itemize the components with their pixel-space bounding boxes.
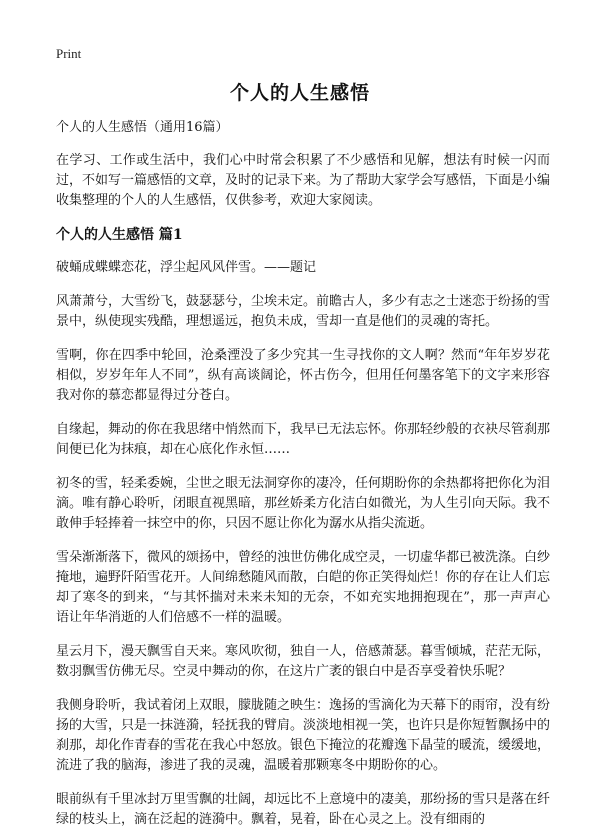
intro-paragraph: 在学习、工作或生活中，我们心中时常会积累了不少感悟和见解，想法有时候一闪而过，不如写一篇感悟的文章，及时的记录下来。为了帮助大家学会写感悟，下面是小编收集整理的个人的人生感悟，仅供参考，欢迎大家阅读。	[56, 153, 551, 208]
body-paragraph: 初冬的雪，轻柔委婉，尘世之眼无法洞穿你的凄冷，任何期盼你的余热都将把你化为泪滴。唯有静心聆听，闭眼直视黑暗，那丝娇柔方化洁白如微光，为人生引向天际。我不敢伸手轻捧着一抹空中的你，只因不愿让你化为潺水从指尖流逝。	[56, 476, 551, 531]
body-paragraph: 自缘起，舞动的你在我思绪中悄然而下，我早已无法忘怀。你那轻纱般的衣袂尽管刹那间便已化为抹痕，却在心底化作永恒……	[56, 422, 551, 457]
body-paragraph: 雪朵渐渐落下，微风的颂扬中，曾经的浊世仿佛化成空灵，一切虚华都已被洗涤。白纱掩地，遍野阡陌雪花开。人间绵愁随风而散，白皑的你正笑得灿烂！你的存在让人们忘却了寒冬的到来，“与其怀揣对未来未知的无奈，不如充实地拥抱现在”，那一声声心语让年华消逝的人们倍感不一样的温暖。	[56, 550, 551, 625]
document-title: 个人的人生感悟	[229, 82, 370, 104]
section-heading: 个人的人生感悟 篇1	[56, 227, 183, 243]
body-paragraph: 风萧萧兮，大雪纷飞，鼓瑟瑟兮，尘埃未定。前瞻古人，多少有志之士迷恋于纷扬的雪景中，纵使现实残酷，理想遥远，抱负未成，雪却一直是他们的灵魂的寄托。	[56, 294, 551, 329]
document-body	[56, 118, 550, 828]
body-paragraph: 星云月下，漫天飘雪自天来。寒风吹彻，独自一人，倍感萧瑟。暮雪倾城，茫茫无际，数羽飘雪仿佛无尽。空灵中舞动的你，在这片广袤的银白中是否享受着快乐呢？	[56, 644, 551, 679]
body-paragraph: 眼前纵有千里冰封万里雪飘的壮阔，却远比不上意境中的凄美，那纷扬的雪只是落在纤绿的枝头上，滴在泛起的涟漪中。飘着，晃着，卧在心灵之上。没有细雨的	[56, 792, 551, 827]
body-paragraph: 我侧身聆听，我试着闭上双眼，朦胧随之映生：逸扬的雪滴化为天幕下的雨帘，没有纷扬的大雪，只是一抹涟漪，轻抚我的臂肩。淡淡地相视一笑，也许只是你短暂飘扬中的刹那，却化作青春的雪花在我心中怒放。银色下掩泣的花瓣逸下晶莹的暖流，缓缓地，流进了我的脑海，渗进了我的灵魂，温暖着那颗寒冬中期盼你的心。	[56, 698, 551, 773]
print-label[interactable]: Print	[56, 46, 82, 61]
body-paragraph: 破蛹成蝶蝶恋花，浮尘起风风伴雪。——题记	[56, 260, 317, 275]
body-paragraph: 雪啊，你在四季中轮回，沧桑湮没了多少究其一生寻找你的文人啊？然而“年年岁岁花相似，岁岁年年人不同”，纵有高谈阔论，怀古伤今，但用任何墨客笔下的文字来形容我对你的慕恋都显得过分苍白。	[56, 348, 550, 403]
document-subtitle: 个人的人生感悟（通用16篇）	[56, 120, 229, 135]
